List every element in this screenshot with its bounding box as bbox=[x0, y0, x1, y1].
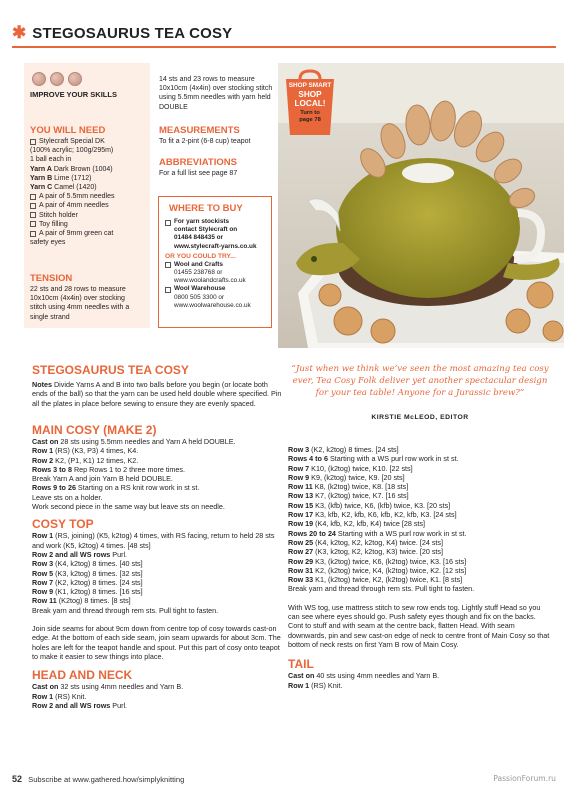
or-you-could-try: OR YOU COULD TRY... bbox=[165, 252, 236, 260]
tension-heading: TENSION bbox=[30, 273, 73, 284]
pattern-row: Break yarn and thread through rem sts. Pull tight to fasten. bbox=[288, 584, 475, 594]
right-column bbox=[288, 445, 550, 690]
badge-line: LOCAL! bbox=[294, 99, 326, 108]
pattern-row: Rows 20 to 24 Starting with a WS purl row work in st st. bbox=[288, 528, 467, 538]
tension bbox=[30, 273, 142, 322]
pattern-row: Row 9 (K1, k2tog) 8 times. [16 sts] bbox=[32, 587, 143, 597]
where-to-buy-box bbox=[158, 196, 272, 328]
head-assembly-paragraph: With WS tog, use mattress stitch to sew row ends tog. Lightly stuff Head so you can see where eyes should go. Push safety eyes though and fix on the backs. Cont to stuff and with seam at the centre back, flatten Head. With seam downwards, pin and sew cast-on edge of neck to centre front of Main Cosy so that bottom of neck rests on first Yarn B row of Main Cosy. bbox=[288, 602, 550, 649]
pattern-row: Row 7 K10, (k2tog) twice, K10. [22 sts] bbox=[288, 463, 413, 473]
checkbox-icon bbox=[165, 287, 171, 293]
list-item: A pair of 4mm needles bbox=[30, 201, 148, 210]
page-number: 52 bbox=[12, 774, 23, 784]
shop-phone: 0800 505 3300 or bbox=[174, 293, 225, 301]
shop-url[interactable]: www.woolandcrafts.co.uk bbox=[174, 277, 246, 285]
main-cosy-rows bbox=[32, 437, 282, 511]
page-footer bbox=[12, 774, 556, 784]
pattern-row: Cast on 32 sts using 4mm needles and Yarn B. bbox=[32, 682, 184, 692]
list-item: Yarn A Dark Brown (1004) bbox=[30, 165, 113, 173]
pattern-row: Row 3 (K2, k2tog) 8 times. [24 sts] bbox=[288, 445, 399, 454]
checkbox-icon bbox=[30, 194, 36, 200]
checkbox-icon bbox=[30, 221, 36, 227]
pattern-row: Row 15 K3, (kfb) twice, K6, (kfb) twice, K3. [20 sts] bbox=[288, 500, 451, 510]
shop-local-badge bbox=[280, 69, 340, 137]
watermark-text: PassionForum.ru bbox=[493, 774, 556, 783]
tail-rows bbox=[288, 671, 550, 690]
pattern-row: Cast on 28 sts using 5.5mm needles and Yarn A held DOUBLE. bbox=[32, 437, 236, 446]
stockist-line: For yarn stockists bbox=[165, 218, 267, 226]
checkbox-icon bbox=[165, 220, 171, 226]
pattern-row: Row 17 K3, kfb, K2, kfb, K6, kfb, K2, kfb, K3. [24 sts] bbox=[288, 510, 457, 520]
pattern-row: Row 2 and all WS rows Purl. bbox=[32, 549, 128, 559]
list-item: A pair of 9mm green cat bbox=[30, 229, 148, 238]
title-divider bbox=[12, 46, 556, 48]
abbreviations-text: For a full list see page 87 bbox=[159, 170, 238, 177]
page-title: STEGOSAURUS TEA COSY bbox=[32, 24, 233, 42]
list-item: Stitch holder bbox=[30, 211, 148, 220]
materials-list bbox=[30, 137, 148, 247]
pattern-row: Row 19 (K4, kfb, K2, kfb, K4) twice [28 sts] bbox=[288, 519, 426, 529]
head-neck-heading: HEAD AND NECK bbox=[32, 668, 133, 683]
stockist-phone: 01484 848435 or bbox=[174, 234, 224, 242]
page-header bbox=[12, 22, 232, 44]
list-item: safety eyes bbox=[30, 239, 66, 247]
pattern-row: Leave sts on a holder. bbox=[32, 492, 103, 502]
quote-author: KIRSTIE McLEOD, EDITOR bbox=[371, 414, 469, 421]
pattern-row: Break Yarn A and join Yarn B held DOUBLE. bbox=[32, 474, 173, 484]
pattern-row: Row 13 K7, (k2tog) twice, K7. [16 sts] bbox=[288, 491, 409, 501]
where-to-buy-heading: WHERE TO BUY bbox=[169, 203, 243, 214]
pattern-row: Rows 4 to 6 Starting with a WS purl row work in st st. bbox=[288, 454, 459, 464]
pattern-row: Row 1 (RS, joining) (K5, k2tog) 4 times, with RS facing, return to held 28 sts and work (K5, k2tog) 4 times. [48 sts] bbox=[32, 531, 275, 550]
checkbox-icon bbox=[30, 212, 36, 218]
shop-name: Wool Warehouse bbox=[165, 285, 267, 293]
pattern-row: Cast on 40 sts using 4mm needles and Yarn B. bbox=[288, 671, 440, 681]
shop-name: Wool and Crafts bbox=[165, 261, 267, 269]
cosy-top-heading: COSY TOP bbox=[32, 517, 94, 532]
list-item: Yarn B Lime (1712) bbox=[30, 174, 92, 182]
abbreviations bbox=[159, 157, 275, 178]
measurements-heading: MEASUREMENTS bbox=[159, 125, 240, 136]
badge-line: Turn to bbox=[300, 110, 320, 116]
stockist-line: contact Stylecraft on bbox=[174, 226, 238, 234]
subscribe-link[interactable]: Subscribe at www.gathered.how/simplyknitting bbox=[28, 775, 185, 784]
pattern-row: Row 2 K2, (P1, K1) 12 times, K2. bbox=[32, 455, 139, 465]
improve-skills-label: IMPROVE YOUR SKILLS bbox=[30, 90, 117, 99]
badge-line: SHOP bbox=[298, 90, 322, 99]
pattern-row: Rows 9 to 26 Starting on a RS knit row work in st st. bbox=[32, 483, 200, 493]
checkbox-icon bbox=[30, 231, 36, 237]
improve-skills bbox=[30, 72, 146, 99]
pattern-row: Row 11 (K2tog) 8 times. [8 sts] bbox=[32, 596, 131, 606]
checkbox-icon bbox=[30, 139, 36, 145]
pattern-row: Row 27 (K3, k2tog, K2, k2tog, K3) twice. [20 sts] bbox=[288, 547, 444, 557]
pattern-row: Row 1 (RS) Knit. bbox=[288, 680, 343, 690]
measurements-text: To fit a 2-pint (6-8 cup) teapot bbox=[159, 138, 251, 145]
abbreviations-heading: ABBREVIATIONS bbox=[159, 157, 237, 168]
yarn-balls-icon bbox=[32, 72, 146, 86]
list-item: (100% acrylic; 100g/295m) bbox=[30, 147, 114, 155]
shop-phone: 01455 238768 or bbox=[174, 269, 223, 277]
pattern-row: Row 31 K2, (k2tog) twice, K4, (k2tog) twice, K2. [12 sts] bbox=[288, 565, 467, 575]
you-will-need bbox=[30, 125, 148, 247]
pattern-row: Row 3 (K4, k2tog) 8 times. [40 sts] bbox=[32, 559, 143, 569]
pattern-row: Row 33 K1, (k2tog) twice, K2, (k2tog) twice, K1. [8 sts] bbox=[288, 575, 463, 585]
editor-quote: “Just when we think we’ve seen the most amazing tea cosy ever, Tea Cosy Folk deliver yet another spectacular design for your tea table! Anyone for a Jurassic brew?” bbox=[291, 364, 549, 398]
measurements bbox=[159, 125, 275, 146]
pattern-row: Row 2 and all WS rows Purl. bbox=[32, 700, 128, 710]
footer-left bbox=[12, 774, 184, 784]
list-item: Stylecraft Special DK bbox=[30, 137, 148, 146]
stegosaurus-photo bbox=[278, 63, 564, 348]
pattern-row: Row 11 K8, (k2tog) twice, K8. [18 sts] bbox=[288, 482, 409, 492]
head-neck-rows bbox=[32, 682, 282, 710]
tension-text: 22 sts and 28 rows to measure 10x10cm (4x4in) over stocking stitch using 4mm needles with a single strand bbox=[30, 286, 130, 321]
pattern-row: Row 29 K3, (k2tog) twice, K6, (k2tog) twice, K3. [16 sts] bbox=[288, 556, 467, 566]
shop-url[interactable]: www.woolwarehouse.co.uk bbox=[174, 301, 251, 309]
pattern-notes: Notes Divide Yarns A and B into two balls before you begin (or locate both ends of the ball) so that the yarn can be used held double where specified. Pin all the plates in place before sewing to ensure they are evenly spaced. bbox=[32, 380, 282, 408]
badge-line: page 78 bbox=[299, 117, 321, 123]
pattern-row: Row 7 (K2, k2tog) 8 times. [24 sts] bbox=[32, 577, 143, 587]
list-item: A pair of 5.5mm needles bbox=[30, 192, 148, 201]
head-rows-continued bbox=[288, 445, 550, 649]
list-item: Toy filling bbox=[30, 220, 148, 229]
tail-heading: TAIL bbox=[288, 657, 314, 672]
pattern-row: Break yarn and thread through rem sts. Pull tight to fasten. bbox=[32, 605, 219, 615]
main-cosy-heading: MAIN COSY (MAKE 2) bbox=[32, 423, 157, 437]
you-will-need-heading: YOU WILL NEED bbox=[30, 125, 106, 136]
pattern-row: Row 9 K9, (k2tog) twice, K9. [20 sts] bbox=[288, 472, 405, 482]
pattern-title: STEGOSAURUS TEA COSY bbox=[32, 363, 189, 377]
checkbox-icon bbox=[30, 203, 36, 209]
cosy-top-rows bbox=[32, 531, 282, 661]
pattern-row: Work second piece in the same way but leave sts on needle. bbox=[32, 502, 225, 512]
cosy-top-paragraph: Join side seams for about 9cm down from centre top of cosy towards cast-on edge. At the bottom of each side seam, join seam upwards for about 3cm. The holes are left for the teapot handle and spout. Put this part of cosy onto teapot to make it easier to sew things into place. bbox=[32, 624, 281, 661]
stockist-url[interactable]: www.stylecraft-yarns.co.uk bbox=[174, 242, 257, 250]
pattern-row: Row 5 (K3, k2tog) 8 times. [32 sts] bbox=[32, 568, 143, 578]
pattern-row: Row 25 (K4, k2tog, K2, k2tog, K4) twice. [24 sts] bbox=[288, 537, 444, 547]
left-column bbox=[32, 423, 282, 710]
list-item: Yarn C Camel (1420) bbox=[30, 184, 97, 192]
pattern-row: Row 1 (RS) Knit. bbox=[32, 691, 87, 701]
checkbox-icon bbox=[165, 262, 171, 268]
pattern-intro bbox=[32, 363, 282, 408]
pattern-row: Rows 3 to 8 Rep Rows 1 to 2 three more times. bbox=[32, 464, 186, 474]
tension-double-text: 14 sts and 23 rows to measure 10x10cm (4x4in) over stocking stitch using 5.5mm needles with yarn held DOUBLE bbox=[159, 76, 273, 111]
asterisk-icon: ✱ bbox=[12, 23, 27, 42]
badge-line: SHOP SMART bbox=[288, 82, 332, 89]
pattern-row: Row 1 (RS) (K3, P3) 4 times, K4. bbox=[32, 446, 139, 456]
list-item: 1 ball each in bbox=[30, 156, 72, 164]
